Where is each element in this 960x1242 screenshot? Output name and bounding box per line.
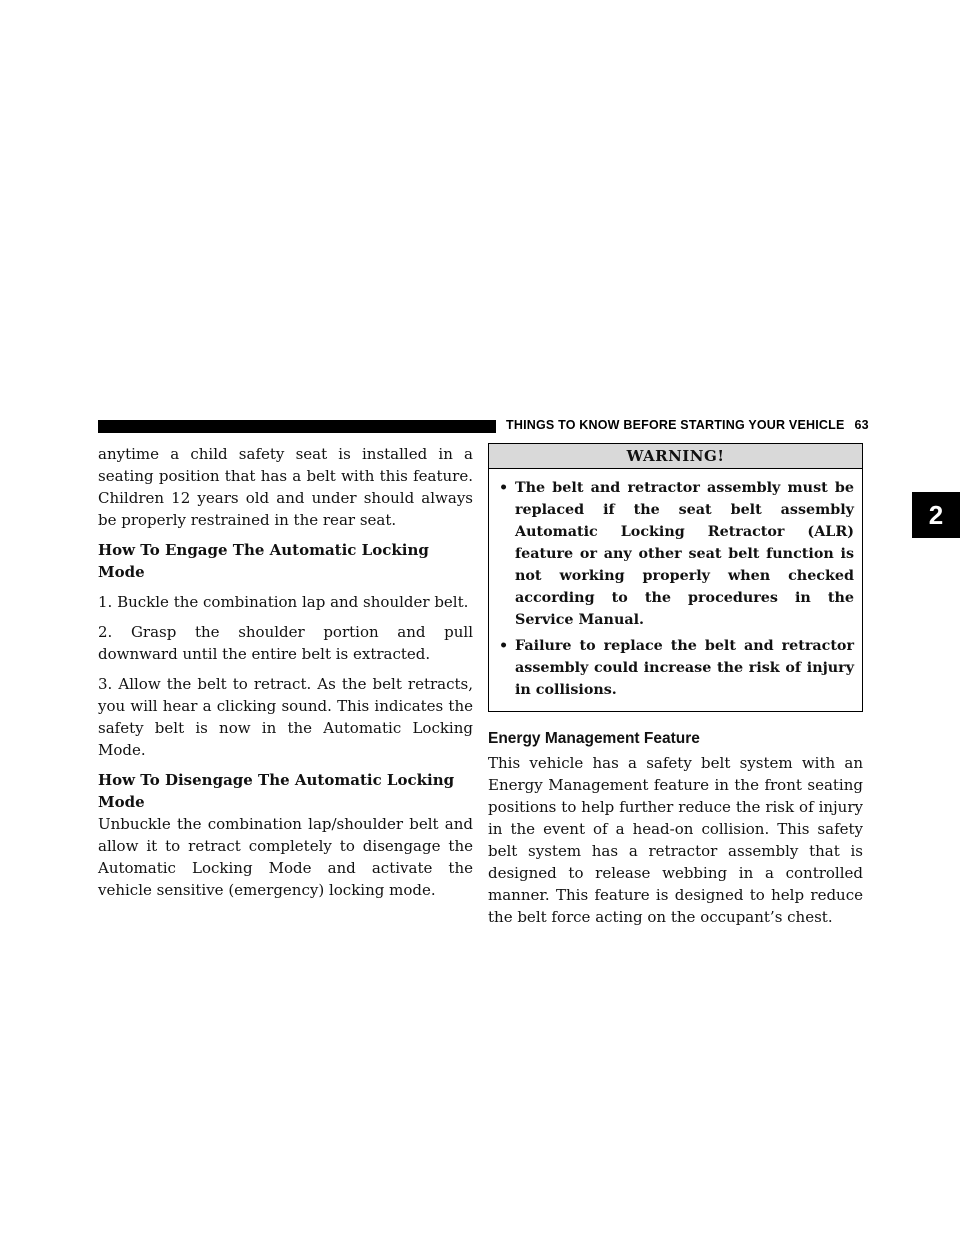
warning-item (499, 477, 854, 631)
intro-paragraph: anytime a child safety seat is installed in a seating position that has a belt with this feature. Children 12 years old and under should always be properly restrained in the rear seat. (98, 445, 473, 529)
warning-list (489, 469, 862, 711)
bullet-icon: • (499, 638, 509, 654)
header-title: THINGS TO KNOW BEFORE STARTING YOUR VEHICLE (506, 418, 845, 432)
step-1: 1. Buckle the combination lap and shoulder belt. (98, 593, 469, 611)
warning-item (499, 635, 854, 701)
step-3: 3. Allow the belt to retract. As the belt retracts, you will hear a clicking sound. This indicates the safety belt is now in the Automatic Locking Mode. (98, 675, 473, 759)
page-number: 63 (854, 418, 869, 432)
energy-paragraph: This vehicle has a safety belt system with an Energy Management feature in the front seating positions to help further reduce the risk of injury in the event of a head-on collision. This safety belt system has a retractor assembly that is designed to release webbing in a controlled manner. This feature is designed to help reduce the belt force acting on the occupant’s chest. (488, 754, 863, 926)
engage-heading: How To Engage The Automatic Locking Mode (98, 541, 429, 581)
bullet-icon: • (499, 480, 509, 496)
running-header (506, 418, 869, 432)
energy-heading: Energy Management Feature (488, 730, 700, 747)
disengage-heading: How To Disengage The Automatic Locking Mode (98, 771, 455, 811)
warning-item-text: The belt and retractor assembly must be replaced if the seat belt assembly Automatic Locking Retractor (ALR) feature or any other seat belt function is not working properly when checked according to the procedures in the Service Manual. (515, 480, 854, 628)
left-column (98, 443, 473, 909)
header-rule (98, 420, 496, 433)
warning-item-text: Failure to replace the belt and retractor assembly could increase the risk of injury in collisions. (515, 638, 854, 698)
right-column (488, 443, 863, 936)
warning-box (488, 443, 863, 712)
chapter-tab: 2 (912, 492, 960, 538)
warning-title: WARNING! (489, 444, 862, 469)
disengage-paragraph: Unbuckle the combination lap/shoulder belt and allow it to retract completely to disengage the Automatic Locking Mode and activate the vehicle sensitive (emergency) locking mode. (98, 815, 473, 899)
step-2: 2. Grasp the shoulder portion and pull downward until the entire belt is extracted. (98, 623, 473, 663)
